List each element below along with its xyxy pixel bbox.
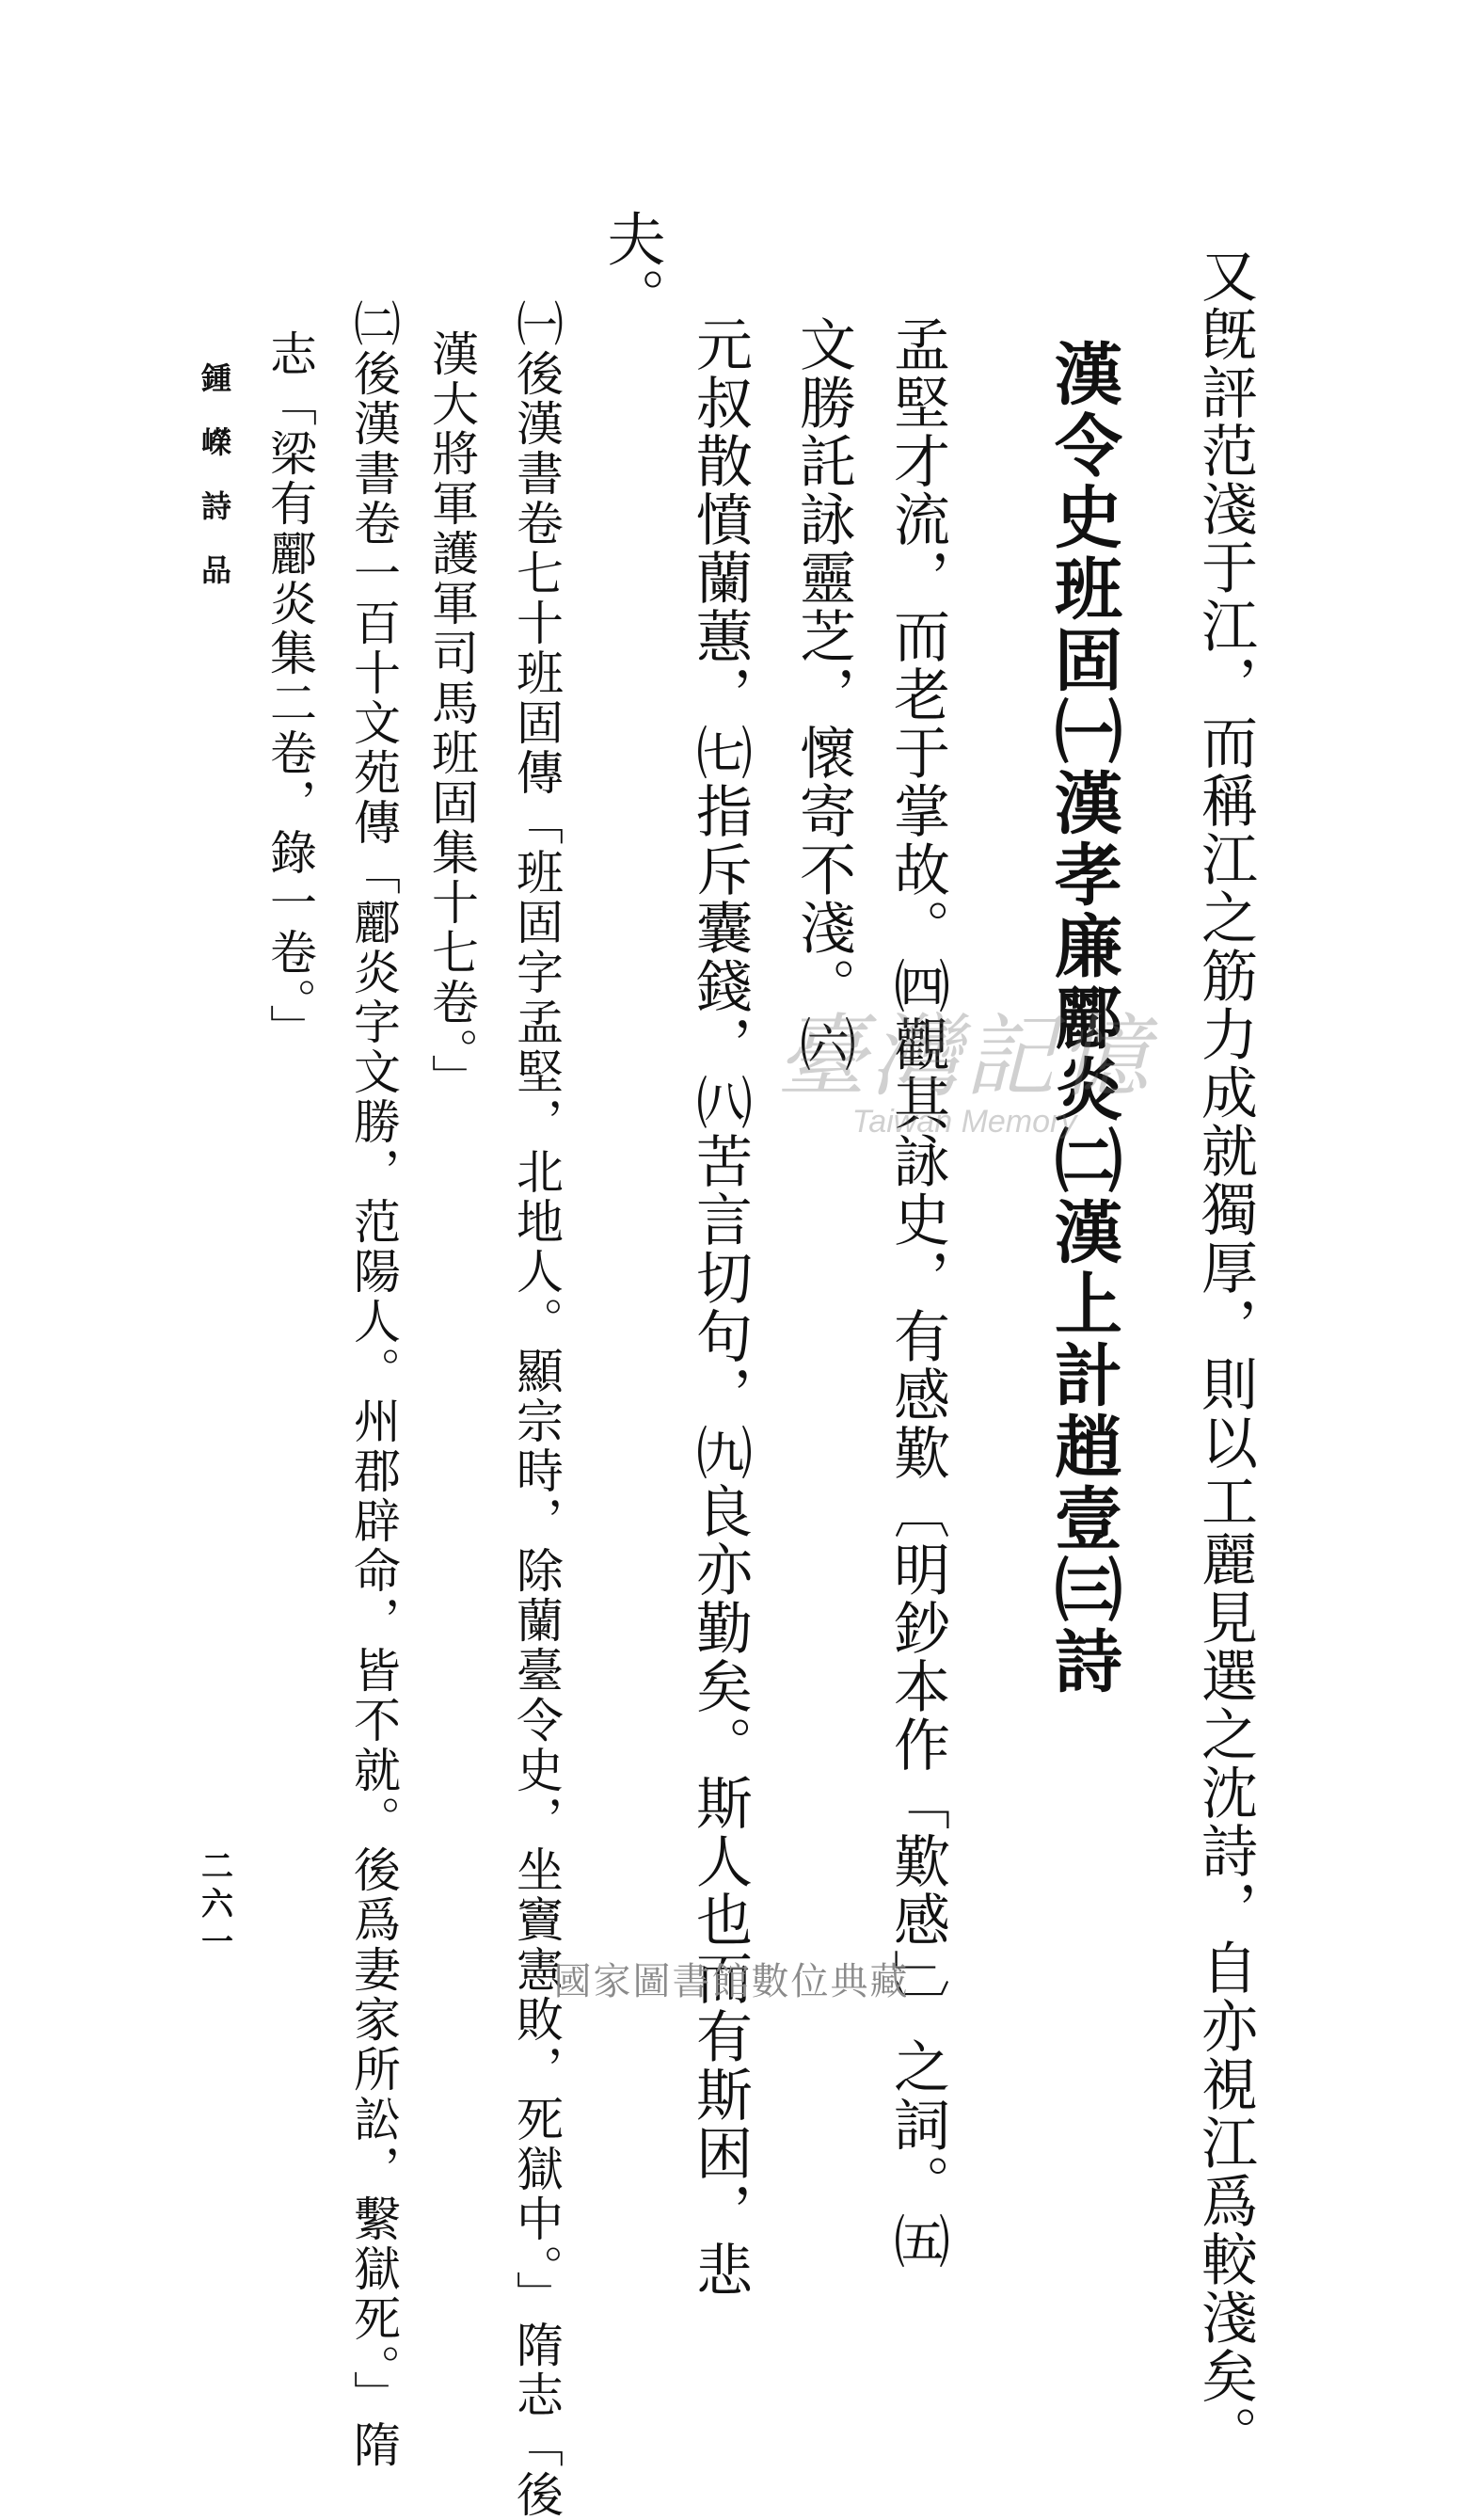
library-mark: 國家圖書館數位典藏 <box>553 1960 910 2003</box>
page-footer <box>196 362 233 1962</box>
body-text-column: 文勝託詠靈芝，懷寄不淺。㈥ <box>790 315 856 1074</box>
footnote-column: ㈡後漢書卷一百十文苑傳「酈炎字文勝，范陽人。州郡辟命，皆不就。後爲妻家所訟，繫獄死。」隋 <box>346 299 401 2470</box>
footnote-column: 漢大將軍護軍司馬班固集十七卷。」 <box>424 329 479 1104</box>
footnote-column: ㈠後漢書卷七十班固傳「班固字孟堅，北地人。顯宗時，除蘭臺令史，坐竇憲敗，死獄中。」隋志「後 <box>509 299 564 2520</box>
watermark-chinese: 臺灣記憶 <box>776 1004 1153 1109</box>
footnote-column: 志「梁有酈炎集二卷，錄一卷。」 <box>262 329 317 1054</box>
taiwan-memory-watermark <box>757 1004 1171 1181</box>
watermark-english: Taiwan Memory <box>851 1104 1077 1140</box>
intro-text-column: 又旣評范淺于江，而稱江之筋力成就獨厚，則以工麗見選之沈詩，自亦視江爲較淺矣。 <box>1192 247 1258 2464</box>
tail-text: 夫。 <box>597 209 666 326</box>
page-number: 二六一 <box>195 1849 233 1962</box>
body-text-column: 孟堅才流，而老于掌故。㈣觀其詠史，有感歎〔明鈔本作「歎感」〕之詞。㈤ <box>884 315 950 2271</box>
section-title: 漢令史班固㈠漢孝廉酈炎㈡漢上計趙壹㈢詩 <box>1043 339 1123 1698</box>
running-book-title: 鍾嶸詩品 <box>197 362 232 618</box>
body-text-column: 元叔散憤蘭蕙，㈦指斥囊錢，㈧苦言切句，㈨良亦勤矣。斯人也而有斯困，悲 <box>687 315 753 2299</box>
